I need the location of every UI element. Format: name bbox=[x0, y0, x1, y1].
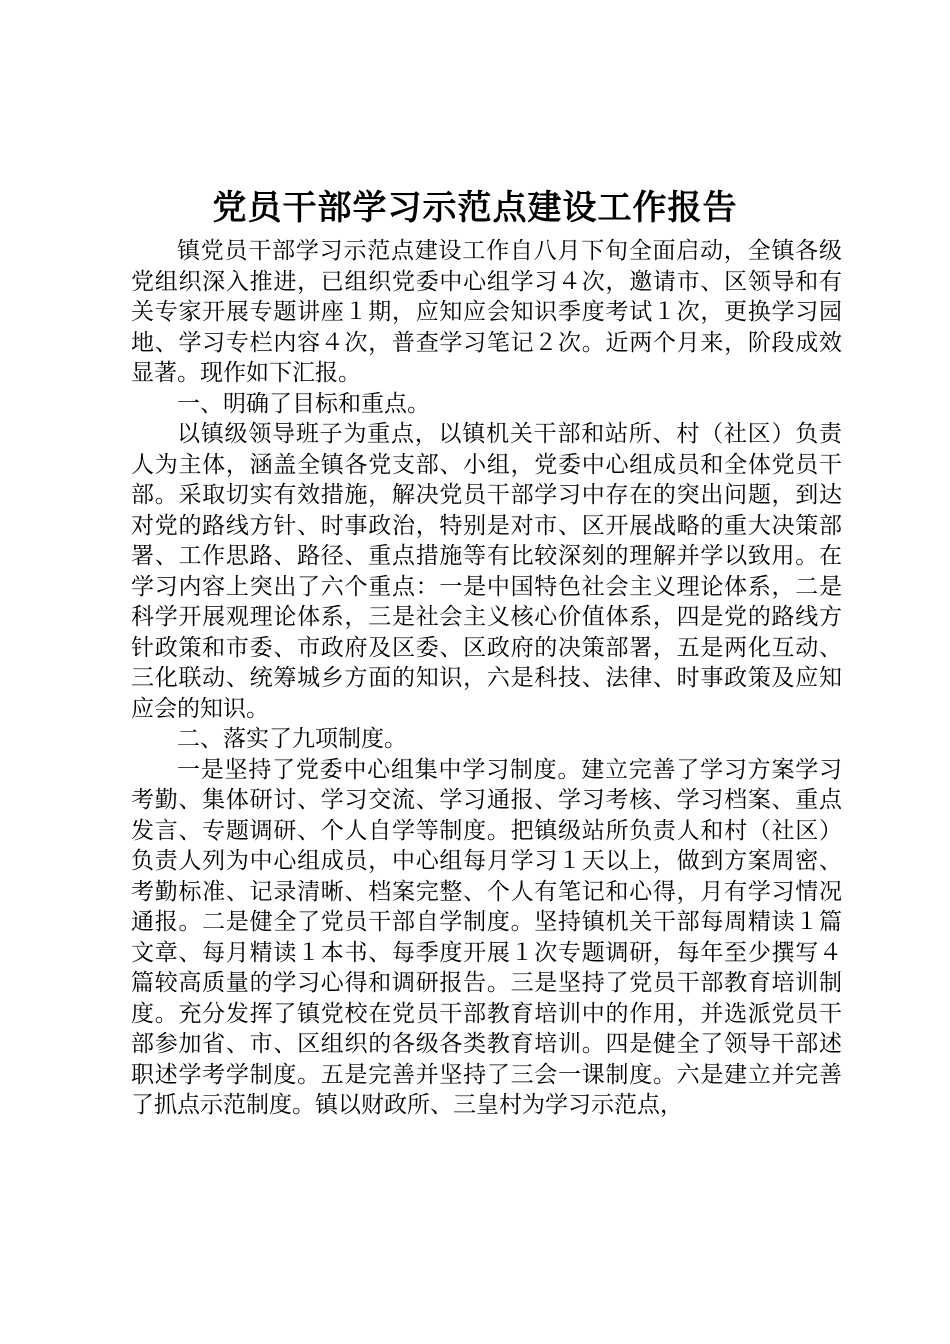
section-heading-1: 一、明确了目标和重点。 bbox=[177, 390, 430, 417]
paragraph-section-2: 一是坚持了党委中心组集中学习制度。建立完善了学习方案学习考勤、集体研讨、学习交流、学习通报、学习考核、学习档案、重点发言、专题调研、个人自学等制度。把镇级站所负责人和村（社区）负责人列为中心组成员，中心组每月学习１天以上，做到方案周密、考勤标准、记录清晰、档案完整、个人有笔记和心得，月有学习情况通报。二是健全了党员干部自学制度。坚持镇机关干部每周精读１篇文章、每月精读１本书、每季度开展１次专题调研，每年至少撰写４篇较高质量的学习心得和调研报告。三是坚持了党员干部教育培训制度。充分发挥了镇党校在党员干部教育培训中的作用，并选派党员干部参加省、市、区组织的各级各类教育培训。四是健全了领导干部述职述学考学制度。五是完善并坚持了三会一课制度。六是建立并完善了抓点示范制度。镇以财政所、三皇村为学习示范点， bbox=[131, 756, 842, 1118]
paragraph-section-1: 以镇级领导班子为重点，以镇机关干部和站所、村（社区）负责人为主体，涵盖全镇各党支部、小组，党委中心组成员和全体党员干部。采取切实有效措施，解决党员干部学习中存在的突出问题，到达对党的路线方针、时事政治，特别是对市、区开展战略的重大决策部署、工作思路、路径、重点措施等有比较深刻的理解并学以致用。在学习内容上突出了六个重点：一是中国特色社会主义理论体系，二是科学开展观理论体系，三是社会主义核心价值体系，四是党的路线方针政策和市委、市政府及区委、区政府的决策部署，五是两化互动、三化联动、统筹城乡方面的知识，六是科技、法律、时事政策及应知应会的知识。 bbox=[131, 421, 842, 722]
document-body bbox=[131, 236, 842, 1121]
document-title: 党员干部学习示范点建设工作报告 bbox=[212, 188, 738, 228]
paragraph-intro: 镇党员干部学习示范点建设工作自八月下旬全面启动，全镇各级党组织深入推进，已组织党委中心组学习４次，邀请市、区领导和有关专家开展专题讲座１期，应知应会知识季度考试１次，更换学习园地、学习专栏内容４次，普查学习笔记２次。近两个月来，阶段成效显著。现作如下汇报。 bbox=[131, 238, 842, 386]
section-heading-2: 二、落实了九项制度。 bbox=[177, 726, 407, 752]
